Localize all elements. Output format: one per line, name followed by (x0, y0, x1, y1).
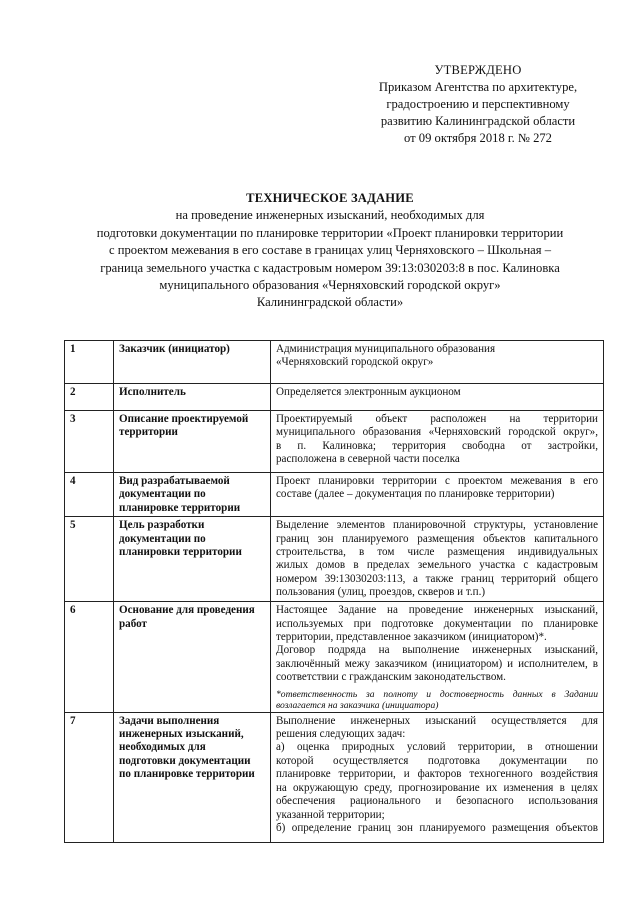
row-value (271, 517, 604, 602)
value-line: Настоящее Задание на проведение инженерных изысканий, (276, 604, 598, 617)
row-label: Цель разработки документации по планировки территории (114, 517, 271, 602)
value-line: Проект планировки территории с проектом межевания в его (276, 475, 598, 487)
row-label: Описание проектируемой территории (114, 411, 271, 473)
row-number: 5 (65, 517, 114, 602)
heading-line: муниципального образования «Черняховский городской округ» (159, 278, 501, 293)
value-line: решения следующих задач: (276, 728, 406, 741)
value-line: строительства, в том числе размещения индивидуальных (276, 546, 598, 559)
row-value (271, 411, 604, 473)
row-label: Основание для проведения работ (114, 602, 271, 712)
approval-line: от 09 октября 2018 г. № 272 (404, 131, 552, 145)
table-row (65, 384, 604, 411)
table-row (65, 473, 604, 517)
table-row (65, 602, 604, 712)
value-line: заключённый межу заказчиком (инициатором) и исполнителем, в (276, 657, 598, 670)
heading-line: Калининградской области» (256, 295, 404, 310)
document-heading (40, 190, 620, 312)
approval-line: развитию Калининградской области (380, 114, 576, 128)
value-line: указанной территории; (276, 808, 385, 821)
value-line: на окружающую среду, прогнозирование их изменения в целях (276, 781, 598, 794)
row-number: 4 (65, 473, 114, 517)
value-line: Выделение элементов планировочной структуры, установление (276, 519, 598, 532)
document-title: ТЕХНИЧЕСКОЕ ЗАДАНИЕ (246, 191, 414, 205)
value-line: территории, представленное заказчиком (инициатором)*. (276, 631, 547, 644)
footnote-line: возлагается на заказчика (инициатора) (276, 699, 439, 711)
row-value (271, 384, 604, 411)
table-row (65, 411, 604, 473)
value-line: «Черняховский городской округ» (276, 356, 434, 369)
value-line: составе (далее – документация по планировке территории) (276, 488, 555, 501)
row-label: Заказчик (инициатор) (114, 341, 271, 384)
value-line: номером 39:13030203:113, а также границ территорий общего (276, 572, 598, 585)
value-line: жилых домов в пределах земельного участка с кадастровым (276, 559, 598, 572)
value-line: соответствии с гражданским законодательством. (276, 671, 506, 684)
value-line: расположена в северной части поселка (276, 453, 460, 466)
row-number: 2 (65, 384, 114, 411)
value-line: пользования (улиц, проездов, скверов и т.п.) (276, 586, 486, 599)
value-line: которой осуществляется подготовка документации по (276, 754, 598, 767)
value-line: в п. Калиновка; территория свободна от застройки, (276, 439, 598, 452)
row-value (271, 341, 604, 384)
table-row (65, 712, 604, 842)
row-value (271, 602, 604, 712)
value-line: обеспечения рационального и безопасного использования (276, 795, 598, 808)
row-value (271, 473, 604, 517)
row-label: Вид разрабатываемой документации по планировке территории (114, 473, 271, 517)
row-number: 7 (65, 712, 114, 842)
value-line: муниципального образования «Черняховский городской округ», (276, 426, 598, 439)
row-number: 1 (65, 341, 114, 384)
heading-line: на проведение инженерных изысканий, необходимых для (175, 208, 485, 223)
approval-line: Приказом Агентства по архитектуре, (378, 80, 578, 94)
value-line: планировке территории, и факторов техногенного воздействия (276, 768, 598, 781)
value-line: Проектируемый объект расположен на территории (276, 413, 598, 425)
approval-line: градостроению и перспективному (386, 97, 570, 111)
row-label: Исполнитель (114, 384, 271, 411)
value-line: а) оценка природных условий территории, в отношении (276, 741, 598, 754)
value-line: Определяется электронным аукционом (276, 386, 461, 398)
value-line: Выполнение инженерных изысканий осуществляется для (276, 714, 598, 727)
table-row (65, 517, 604, 602)
value-line: б) определение границ зон планируемого размещения объектов (276, 821, 598, 834)
approval-title: УТВЕРЖДЕНО (434, 63, 522, 77)
heading-line: подготовки документации по планировке территории «Проект планировки территории (96, 225, 564, 240)
value-line: границ зон планируемого размещения объектов капитального (276, 532, 598, 545)
row-number: 6 (65, 602, 114, 712)
row-number: 3 (65, 411, 114, 473)
row-label: Задачи выполнения инженерных изысканий, необходимых для подготовки документации по планировке территории (114, 712, 271, 842)
specification-table (64, 340, 604, 843)
row-value (271, 712, 604, 842)
value-line: Администрация муниципального образования (276, 343, 496, 355)
table-row (65, 341, 604, 384)
value-line: Договор подряда на выполнение инженерных изысканий, (276, 644, 598, 657)
footnote (276, 689, 598, 711)
heading-line: граница земельного участка с кадастровым номером 39:13:030203:8 в пос. Калиновка (100, 260, 560, 275)
value-line: используемых при подготовке документации по планировке (276, 617, 598, 630)
approval-block (330, 62, 626, 147)
footnote-line: *ответственность за полноту и достоверность данных в Задании (276, 688, 598, 700)
heading-line: с проектом межевания в его составе в границах улиц Черняховского – Школьная – (108, 243, 552, 258)
